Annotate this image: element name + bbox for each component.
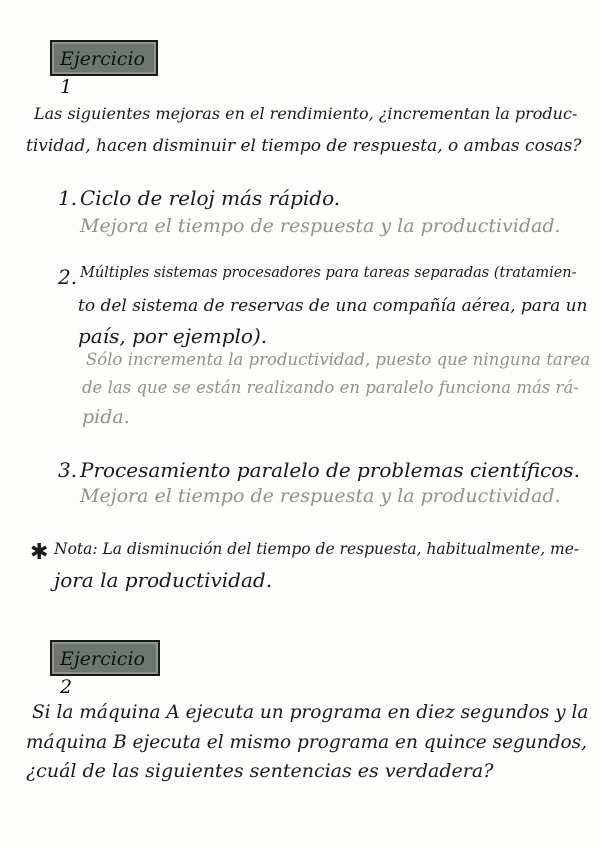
item-2-number: 2. bbox=[58, 265, 78, 289]
exercise-1-question-line-1: Las siguientes mejoras en el rendimiento, ¿incrementan la produc- bbox=[34, 104, 578, 123]
item-3-answer: Mejora el tiempo de respuesta y la productividad. bbox=[80, 485, 561, 507]
exercise-2-title-box bbox=[50, 640, 160, 698]
item-3-text: Procesamiento paralelo de problemas científicos. bbox=[80, 458, 580, 482]
item-2-text-line-1: Múltiples sistemas procesadores para tareas separadas (tratamien- bbox=[80, 265, 577, 281]
item-1-number: 1. bbox=[58, 186, 78, 210]
item-3-number: 3. bbox=[58, 458, 78, 482]
note-line-1: Nota: La disminución del tiempo de respuesta, habitualmente, me- bbox=[54, 540, 580, 558]
item-1-text: Ciclo de reloj más rápido. bbox=[80, 186, 341, 210]
item-2-answer-line-2: de las que se están realizando en paralelo funciona más rá- bbox=[82, 378, 579, 397]
exercise-1-question-line-2: tividad, hacen disminuir el tiempo de respuesta, o ambas cosas? bbox=[26, 136, 582, 156]
item-2-text-line-2: to del sistema de reservas de una compañía aérea, para un bbox=[78, 296, 588, 316]
exercise-2-question-line-3: ¿cuál de las siguientes sentencias es verdadera? bbox=[26, 760, 494, 782]
item-2-answer-line-1: Sólo incrementa la productividad, puesto que ninguna tarea bbox=[86, 350, 591, 369]
exercise-2-question-line-2: máquina B ejecuta el mismo programa en quince segundos, bbox=[26, 732, 588, 753]
note-line-2: jora la productividad. bbox=[54, 568, 273, 592]
item-2-answer-line-3: pida. bbox=[82, 406, 130, 428]
note-asterisk-icon: ✱ bbox=[30, 540, 49, 565]
exercise-2-question-line-1: Si la máquina A ejecuta un programa en diez segundos y la bbox=[32, 702, 589, 723]
exercise-1-title: Ejercicio 1 bbox=[60, 48, 145, 98]
item-1-answer: Mejora el tiempo de respuesta y la productividad. bbox=[80, 215, 561, 237]
item-2-text-line-3: país, por ejemplo). bbox=[78, 324, 268, 348]
exercise-1-title-box bbox=[50, 40, 158, 98]
exercise-2-title: Ejercicio 2 bbox=[60, 648, 145, 698]
